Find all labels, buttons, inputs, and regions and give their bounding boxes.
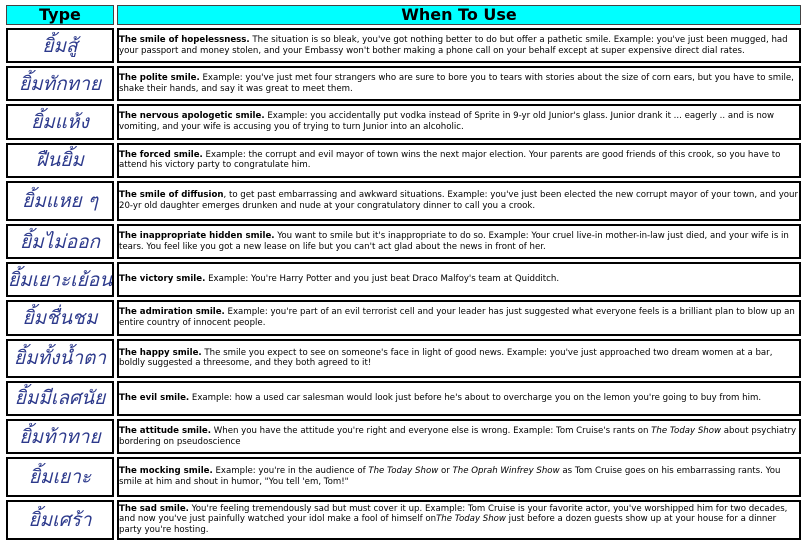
show-title: The Today Show <box>368 466 439 477</box>
smile-title: The inappropriate hidden smile. <box>119 231 275 242</box>
smile-description <box>117 66 801 101</box>
table-row <box>6 104 801 139</box>
table-row <box>6 28 801 63</box>
table-row <box>6 181 801 221</box>
description-text: You want to smile but it's inappropriate to do so. Example: Your cruel live-in mother-in-law just died, and your wife is in tears. You feel like you got a new lease on life but you can't act glad about the news in front of her. <box>119 231 789 252</box>
table-row <box>6 143 801 178</box>
show-title: The Today Show <box>651 426 722 437</box>
smile-title: The victory smile. <box>119 274 206 285</box>
smile-description <box>117 181 801 221</box>
smile-title: The smile of diffusion <box>119 190 224 201</box>
description-text: Example: you're part of an evil terrorist cell and your leader has just suggested what everyone feels is a brilliant plan to blow up an entire country of innocent people. <box>119 307 795 328</box>
description-text: Example: You're Harry Potter and you just beat Draco Malfoy's team at Quidditch. <box>205 274 560 285</box>
show-title: The Today Show <box>436 514 506 525</box>
description-text: as Tom Cruise goes on his embarrassing rants. You smile at him and shout in humor, "You tell 'em, Tom!" <box>119 466 781 487</box>
header-when-to-use: When To Use <box>117 5 801 25</box>
description-text: Example: the corrupt and evil mayor of town wins the next major election. Your parents are good friends of this crook, so you have to attend his victory party to congratulate him. <box>119 149 781 171</box>
smile-title: The polite smile. <box>119 73 200 84</box>
table-row <box>6 224 801 259</box>
table-row <box>6 339 801 378</box>
smile-type-thai: ยิ้มเศร้า <box>6 500 114 540</box>
description-text: Example: you've just met four strangers who are sure to bore you to tears with stories about the size of corn ears, but you have to smile, shake their hands, and say it was great to meet them. <box>119 73 794 94</box>
smile-description <box>117 224 801 259</box>
smile-type-thai: ยิ้มเยาะ <box>6 457 114 496</box>
smile-title: The sad smile. <box>119 503 189 514</box>
header-type: Type <box>6 5 114 25</box>
table-row <box>6 300 801 335</box>
description-text: Example: how a used car salesman would look just before he's about to overcharge you on the lemon you're going to buy from him. <box>189 393 762 404</box>
smile-description <box>117 262 801 297</box>
description-text: You're feeling tremendously sad but must cover it up. Example: Tom Cruise is your favorite actor, you've worshipped him for two decades, and now you've just painfully watched your idol make a fool of himself on <box>119 503 788 525</box>
description-text: The smile you expect to see on someone's face in light of good news. Example: you've just approached two dream women at a bar, boldly suggested a threesome, and they both agreed to it! <box>119 347 773 369</box>
smile-title: The attitude smile. <box>119 426 212 437</box>
smile-description <box>117 143 801 178</box>
table-row <box>6 500 801 540</box>
description-text: about psychiatry bordering on pseudoscience <box>119 426 797 447</box>
header-row <box>6 5 801 25</box>
table-row <box>6 381 801 416</box>
smile-type-thai: ยิ้มเยาะเย้อน <box>6 262 114 297</box>
smile-type-thai: ยิ้มมีเลศนัย <box>6 381 114 416</box>
table-row <box>6 419 801 454</box>
smile-description <box>117 300 801 335</box>
description-text: When you have the attitude you're right and everyone else is wrong. Example: Tom Cruise's rants on <box>211 426 652 437</box>
smile-type-thai: ยิ้มทักทาย <box>6 66 114 101</box>
smile-type-thai: ฝืนยิ้ม <box>6 143 114 178</box>
smile-type-thai: ยิ้มทั้งน้ำตา <box>6 339 114 378</box>
description-text: just before a dozen guests show up at your house for a dinner party you're hosting. <box>119 514 777 536</box>
description-text: , to get past embarrassing and awkward situations. Example: you've just been elected the new corrupt mayor of your town, and your 20-yr old daughter emerges drunken and nude at your congratulatory dinner to call you a crook. <box>119 190 799 211</box>
smile-type-thai: ยิ้มท้าทาย <box>6 419 114 454</box>
description-text: Example: you accidentally put vodka instead of Sprite in 9-yr old Junior's glass. Junior drank it ... eagerly .. and is now vomiting, and your wife is accusing you of trying to turn Junior into an alcoholic. <box>119 111 775 132</box>
smile-type-thai: ยิ้มชื่นชม <box>6 300 114 335</box>
smile-description <box>117 28 801 63</box>
smile-title: The happy smile. <box>119 347 202 358</box>
smile-title: The smile of hopelessness. <box>119 34 250 45</box>
smile-type-thai: ยิ้มไม่ออก <box>6 224 114 259</box>
smile-title: The evil smile. <box>119 393 190 404</box>
table-row <box>6 457 801 496</box>
smile-title: The nervous apologetic smile. <box>119 111 265 122</box>
smile-description <box>117 381 801 416</box>
smile-title: The forced smile. <box>119 149 203 160</box>
smile-description <box>117 500 801 540</box>
smile-type-thai: ยิ้มแหย ๆ <box>6 181 114 221</box>
smile-title: The admiration smile. <box>119 307 225 318</box>
smile-types-table <box>3 2 804 543</box>
smile-title: The mocking smile. <box>119 466 213 477</box>
table-row <box>6 262 801 297</box>
description-text: The situation is so bleak, you've got nothing better to do but offer a pathetic smile. Example: you've just been mugged, had your passport and money stolen, and your Embassy won't bother making a phone call on your behalf except at super expensive direct dial rates. <box>119 34 788 56</box>
smile-description <box>117 104 801 139</box>
smile-type-thai: ยิ้มแห้ง <box>6 104 114 139</box>
show-title: The Oprah Winfrey Show <box>452 466 560 477</box>
smile-description <box>117 339 801 378</box>
description-text: Example: you're in the audience of <box>212 466 369 477</box>
description-text: or <box>438 466 453 477</box>
smile-description <box>117 457 801 496</box>
smile-type-thai: ยิ้มสู้ <box>6 28 114 63</box>
smile-description <box>117 419 801 454</box>
table-row <box>6 66 801 101</box>
